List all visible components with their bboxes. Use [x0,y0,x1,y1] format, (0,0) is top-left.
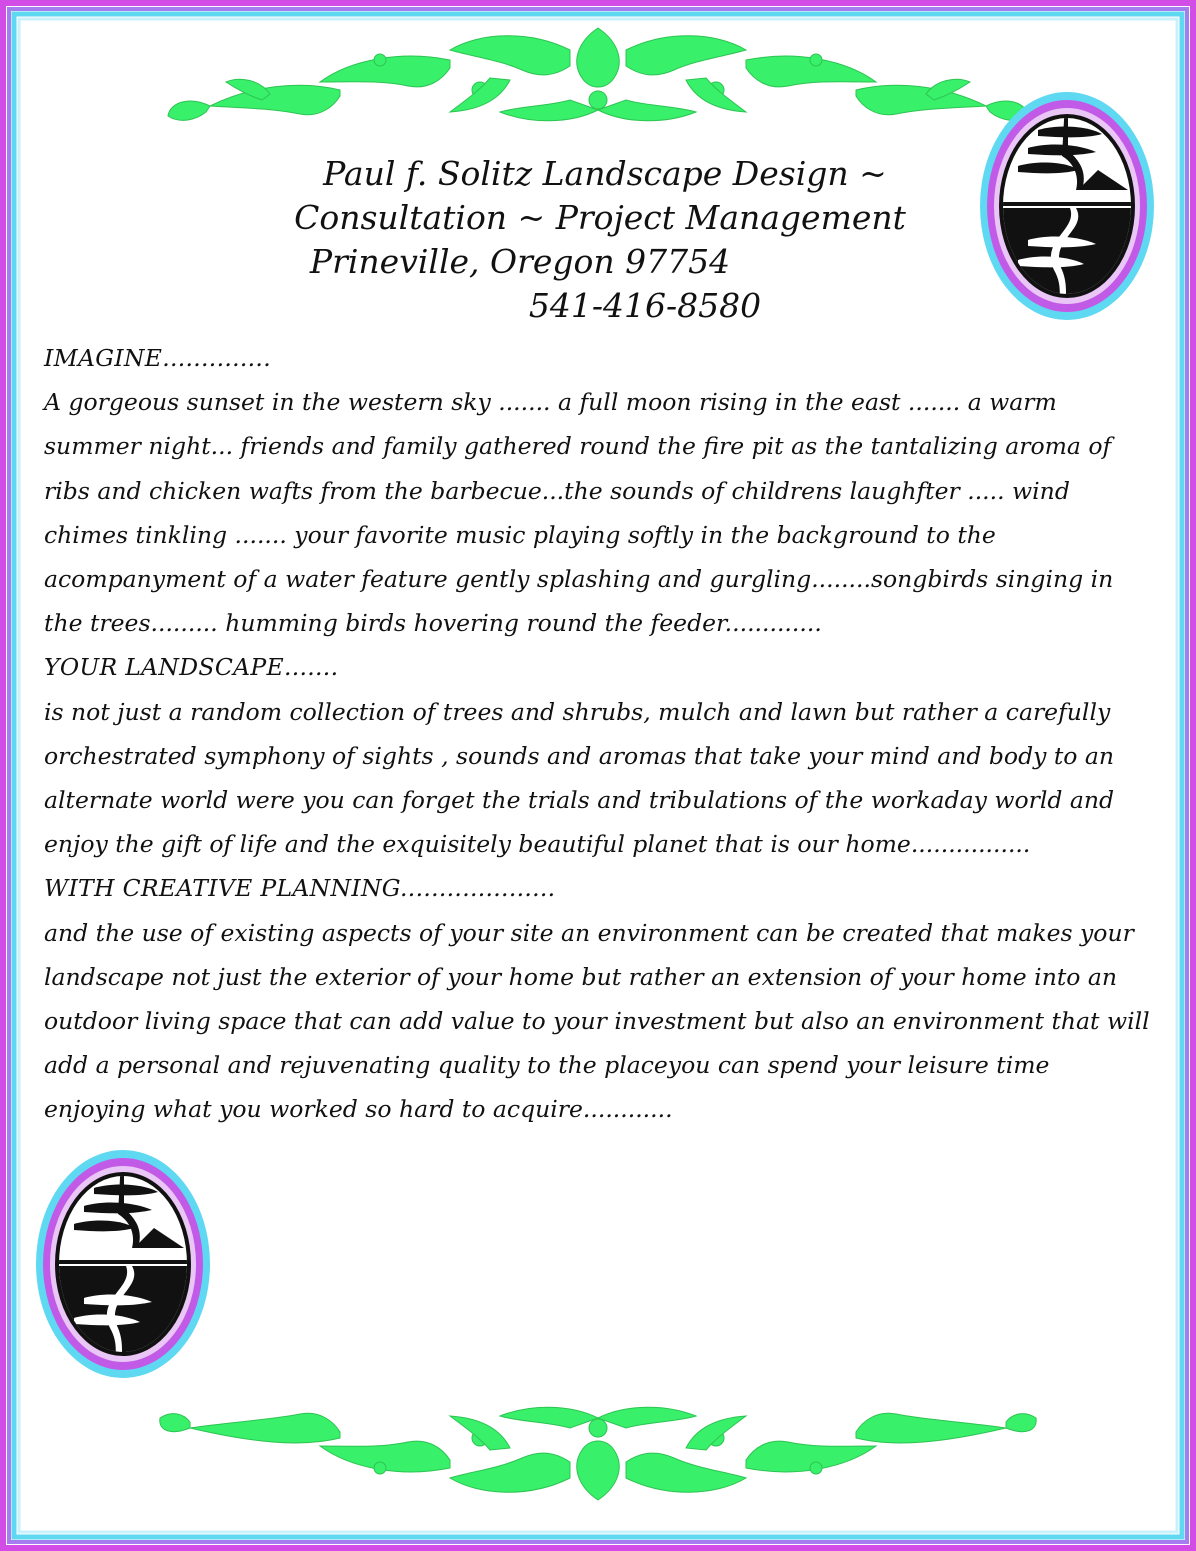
body-text [44,336,1156,1132]
section-text-imagine: A gorgeous sunset in the western sky ....... a full moon rising in the east ....... a warm summer night... friends and family gathered round the fire pit as the tantalizing aroma of ribs and chicken wafts from the barbecue...the sounds of childrens laughfter ..... wind chimes tinkling ....... your favorite music playing softly in the background to the acompanyment of a water feature gently splashing and gurgling........songbirds singing in the trees......... humming birds hovering round the feeder............. [44,388,1114,638]
business-name: Paul f. Solitz Landscape Design ~ [323,154,887,193]
bonsai-tree-medallion-icon [34,1148,212,1380]
section-heading-imagine: IMAGINE.............. [44,344,271,372]
business-phone: 541-416-8580 [528,286,762,325]
section-text-creative-planning: and the use of existing aspects of your site an environment can be created that makes your landscape not just the exterior of your home but rather an extension of your home into an outdoor living space that can add value to your investment but also an environment that will add a personal and rejuvenating quality to the placeyou can spend your leisure time enjoying what you worked so hard to acquire............ [44,918,1150,1124]
top-floral-ornament-icon [150,20,1046,130]
bonsai-tree-medallion-icon [978,90,1156,322]
section-heading-your-landscape: YOUR LANDSCAPE....... [44,653,339,682]
bottom-floral-ornament-icon [150,1398,1046,1508]
business-services: Consultation ~ Project Management [294,198,906,237]
letterhead-header [260,152,940,328]
section-heading-creative-planning: WITH CREATIVE PLANNING.................... [44,874,556,903]
section-text-your-landscape: is not just a random collection of trees and shrubs, mulch and lawn but rather a carefully orchestrated symphony of sights , sounds and aromas that take your mind and body to an alternate world were you can forget the trials and tribulations of the workaday world and enjoy the gift of life and the exquisitely beautiful planet that is our home................ [44,697,1115,859]
business-location: Prineville, Oregon 97754 [309,242,731,281]
